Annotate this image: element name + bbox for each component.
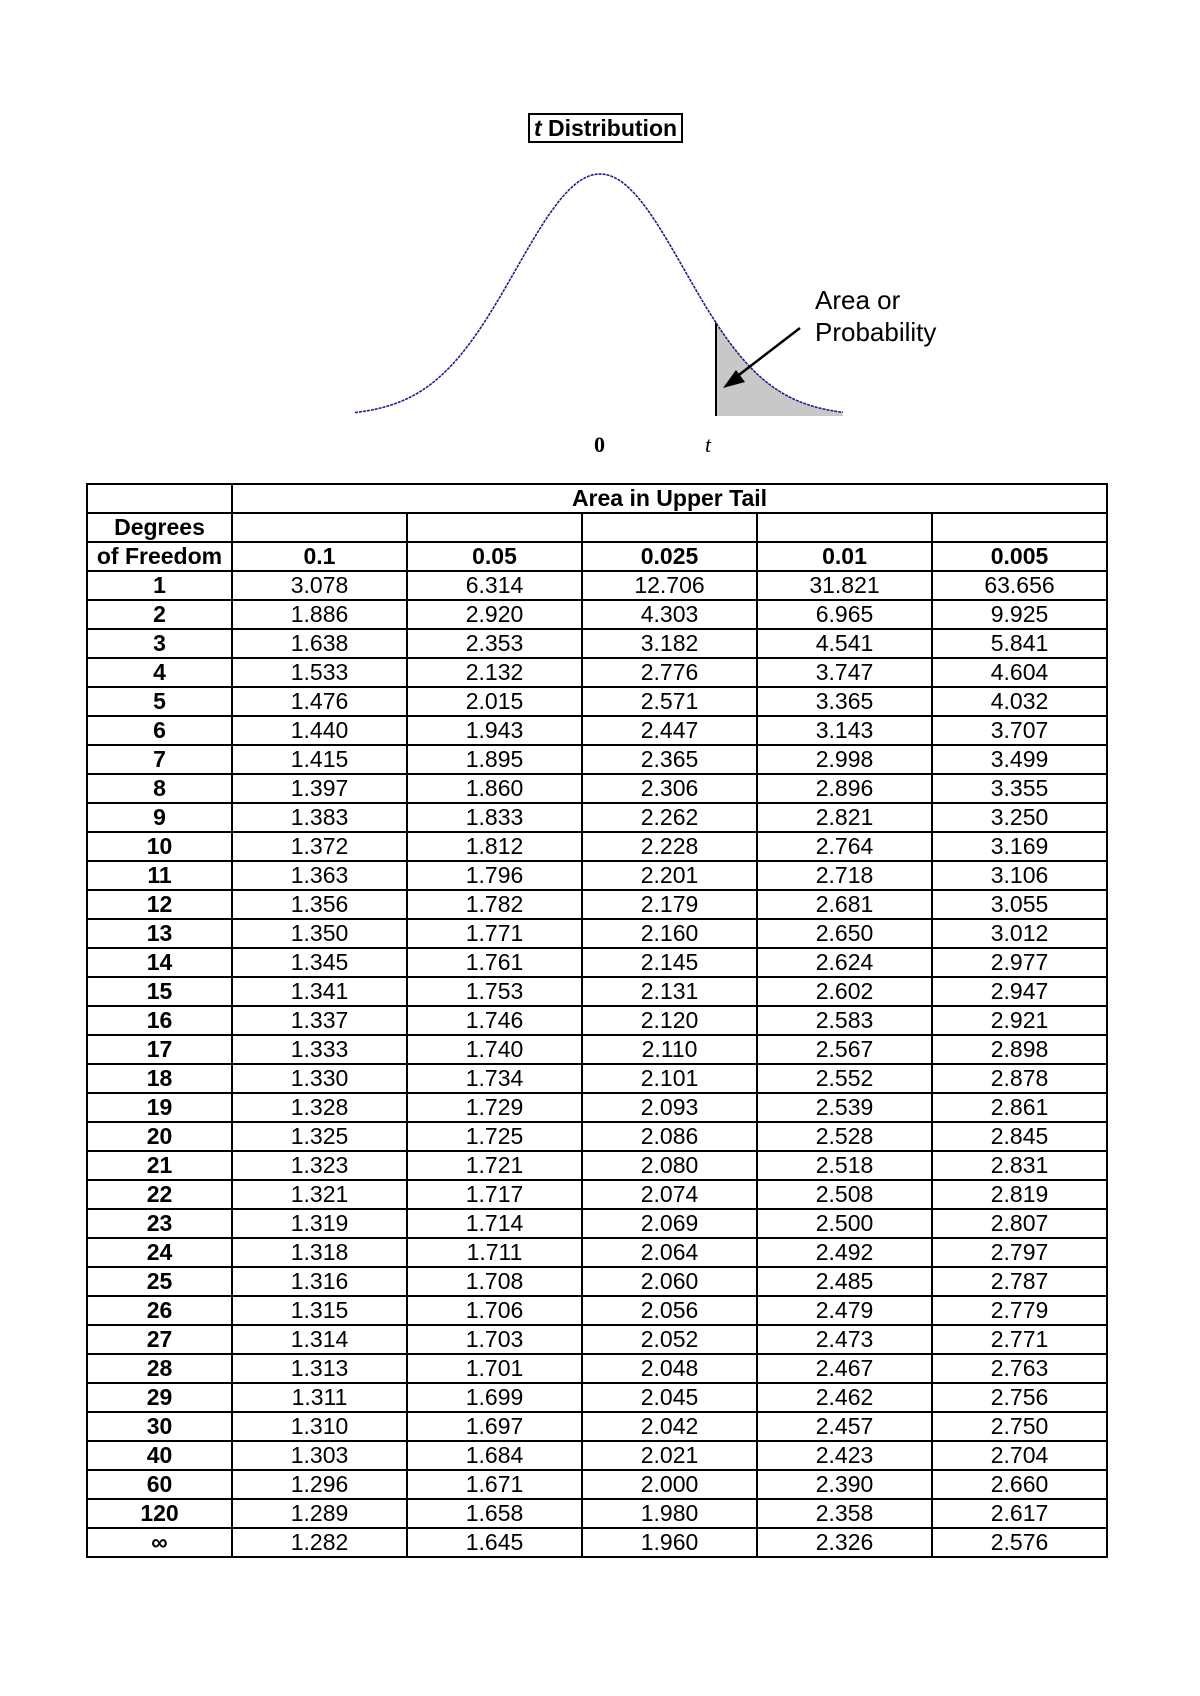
critical-value-cell: 2.042 <box>582 1412 757 1441</box>
table-row <box>87 1064 1107 1093</box>
df-cell: 40 <box>87 1441 232 1470</box>
critical-value-cell: 2.660 <box>932 1470 1107 1499</box>
df-header-line-1: Degrees <box>87 513 232 542</box>
density-curve-graphic <box>0 0 1200 470</box>
critical-value-cell: 1.980 <box>582 1499 757 1528</box>
critical-value-cell: 2.390 <box>757 1470 932 1499</box>
critical-value-cell: 6.965 <box>757 600 932 629</box>
df-cell: 6 <box>87 716 232 745</box>
critical-value-cell: 1.671 <box>407 1470 582 1499</box>
critical-value-cell: 2.262 <box>582 803 757 832</box>
table-body <box>87 571 1107 1557</box>
df-cell: 18 <box>87 1064 232 1093</box>
table-row <box>87 1441 1107 1470</box>
critical-value-cell: 4.604 <box>932 658 1107 687</box>
critical-value-cell: 1.943 <box>407 716 582 745</box>
table-row <box>87 571 1107 600</box>
critical-value-cell: 2.500 <box>757 1209 932 1238</box>
df-cell: 60 <box>87 1470 232 1499</box>
critical-value-cell: 1.895 <box>407 745 582 774</box>
critical-value-cell: 2.771 <box>932 1325 1107 1354</box>
blank-header-cell <box>757 513 932 542</box>
table-header <box>87 484 1107 571</box>
critical-value-cell: 5.841 <box>932 629 1107 658</box>
df-cell: 4 <box>87 658 232 687</box>
area-in-upper-tail-header: Area in Upper Tail <box>232 484 1107 513</box>
critical-value-cell: 1.330 <box>232 1064 407 1093</box>
critical-value-cell: 2.353 <box>407 629 582 658</box>
critical-value-cell: 2.000 <box>582 1470 757 1499</box>
critical-value-cell: 2.021 <box>582 1441 757 1470</box>
critical-value-cell: 1.311 <box>232 1383 407 1412</box>
df-cell: 1 <box>87 571 232 600</box>
critical-value-cell: 2.821 <box>757 803 932 832</box>
table-row <box>87 774 1107 803</box>
table-row <box>87 1470 1107 1499</box>
critical-value-cell: 1.350 <box>232 919 407 948</box>
critical-value-cell: 1.740 <box>407 1035 582 1064</box>
critical-value-cell: 1.345 <box>232 948 407 977</box>
table-row <box>87 1325 1107 1354</box>
critical-value-cell: 1.533 <box>232 658 407 687</box>
critical-value-cell: 1.323 <box>232 1151 407 1180</box>
critical-value-cell: 9.925 <box>932 600 1107 629</box>
blank-header-cell <box>232 513 407 542</box>
critical-value-cell: 1.708 <box>407 1267 582 1296</box>
df-cell: 8 <box>87 774 232 803</box>
critical-value-cell: 1.383 <box>232 803 407 832</box>
table-row <box>87 1151 1107 1180</box>
critical-value-cell: 2.101 <box>582 1064 757 1093</box>
table-row <box>87 1354 1107 1383</box>
critical-value-cell: 1.753 <box>407 977 582 1006</box>
df-cell: 26 <box>87 1296 232 1325</box>
critical-value-cell: 6.314 <box>407 571 582 600</box>
critical-value-cell: 1.638 <box>232 629 407 658</box>
df-cell: 14 <box>87 948 232 977</box>
critical-value-cell: 1.860 <box>407 774 582 803</box>
critical-value-cell: 2.086 <box>582 1122 757 1151</box>
critical-value-cell: 3.169 <box>932 832 1107 861</box>
table-row <box>87 1006 1107 1035</box>
figure-title-text: Distribution <box>541 115 678 141</box>
critical-value-cell: 3.182 <box>582 629 757 658</box>
critical-value-cell: 1.658 <box>407 1499 582 1528</box>
critical-value-cell: 2.508 <box>757 1180 932 1209</box>
df-cell: 17 <box>87 1035 232 1064</box>
critical-value-cell: 3.055 <box>932 890 1107 919</box>
critical-value-cell: 2.704 <box>932 1441 1107 1470</box>
critical-value-cell: 2.069 <box>582 1209 757 1238</box>
critical-value-cell: 2.539 <box>757 1093 932 1122</box>
critical-value-cell: 2.718 <box>757 861 932 890</box>
critical-value-cell: 2.576 <box>932 1528 1107 1557</box>
table-row <box>87 1238 1107 1267</box>
critical-value-cell: 1.734 <box>407 1064 582 1093</box>
critical-value-cell: 2.201 <box>582 861 757 890</box>
critical-value-cell: 1.782 <box>407 890 582 919</box>
critical-value-cell: 2.763 <box>932 1354 1107 1383</box>
critical-value-cell: 1.316 <box>232 1267 407 1296</box>
critical-value-cell: 1.701 <box>407 1354 582 1383</box>
critical-value-cell: 1.886 <box>232 600 407 629</box>
critical-value-cell: 1.315 <box>232 1296 407 1325</box>
critical-value-cell: 1.363 <box>232 861 407 890</box>
table-row <box>87 1209 1107 1238</box>
df-cell: 25 <box>87 1267 232 1296</box>
critical-value-cell: 2.583 <box>757 1006 932 1035</box>
critical-value-cell: 1.729 <box>407 1093 582 1122</box>
header-row-tail-areas <box>87 542 1107 571</box>
t-density-curve <box>355 174 843 413</box>
df-cell: 9 <box>87 803 232 832</box>
critical-value-cell: 2.552 <box>757 1064 932 1093</box>
table-row <box>87 803 1107 832</box>
critical-value-cell: 1.706 <box>407 1296 582 1325</box>
critical-value-cell: 1.282 <box>232 1528 407 1557</box>
tail-area-header: 0.1 <box>232 542 407 571</box>
df-cell: 24 <box>87 1238 232 1267</box>
critical-value-cell: 3.365 <box>757 687 932 716</box>
critical-value-cell: 1.303 <box>232 1441 407 1470</box>
critical-value-cell: 2.467 <box>757 1354 932 1383</box>
critical-value-cell: 1.319 <box>232 1209 407 1238</box>
critical-value-cell: 2.131 <box>582 977 757 1006</box>
blank-header-cell <box>582 513 757 542</box>
critical-value-cell: 1.415 <box>232 745 407 774</box>
annotation-line-2: Probability <box>815 317 937 347</box>
df-cell: 27 <box>87 1325 232 1354</box>
critical-value-cell: 2.423 <box>757 1441 932 1470</box>
table-row <box>87 1180 1107 1209</box>
df-cell: 20 <box>87 1122 232 1151</box>
table-row <box>87 890 1107 919</box>
critical-value-cell: 2.977 <box>932 948 1107 977</box>
t-distribution-figure <box>0 0 1200 470</box>
critical-value-cell: 2.048 <box>582 1354 757 1383</box>
critical-value-cell: 2.528 <box>757 1122 932 1151</box>
critical-value-cell: 2.064 <box>582 1238 757 1267</box>
critical-value-cell: 1.697 <box>407 1412 582 1441</box>
critical-value-cell: 1.337 <box>232 1006 407 1035</box>
critical-value-cell: 2.797 <box>932 1238 1107 1267</box>
critical-value-cell: 2.358 <box>757 1499 932 1528</box>
critical-value-cell: 2.145 <box>582 948 757 977</box>
critical-value-cell: 3.106 <box>932 861 1107 890</box>
critical-value-cell: 1.699 <box>407 1383 582 1412</box>
critical-value-cell: 2.947 <box>932 977 1107 1006</box>
critical-value-cell: 2.624 <box>757 948 932 977</box>
critical-value-cell: 2.473 <box>757 1325 932 1354</box>
area-probability-annotation <box>815 284 936 348</box>
critical-value-cell: 2.015 <box>407 687 582 716</box>
critical-value-cell: 3.078 <box>232 571 407 600</box>
critical-value-cell: 2.920 <box>407 600 582 629</box>
critical-value-cell: 3.250 <box>932 803 1107 832</box>
df-cell: 22 <box>87 1180 232 1209</box>
critical-value-cell: 2.060 <box>582 1267 757 1296</box>
table-row <box>87 1383 1107 1412</box>
critical-value-cell: 12.706 <box>582 571 757 600</box>
critical-value-cell: 1.321 <box>232 1180 407 1209</box>
critical-value-cell: 1.313 <box>232 1354 407 1383</box>
critical-value-cell: 2.831 <box>932 1151 1107 1180</box>
df-cell: 16 <box>87 1006 232 1035</box>
critical-value-cell: 2.326 <box>757 1528 932 1557</box>
critical-value-cell: 4.303 <box>582 600 757 629</box>
df-header-line-2: of Freedom <box>87 542 232 571</box>
critical-value-cell: 2.179 <box>582 890 757 919</box>
header-row-blank <box>87 513 1107 542</box>
critical-value-cell: 1.684 <box>407 1441 582 1470</box>
table-row <box>87 1528 1107 1557</box>
critical-value-cell: 2.787 <box>932 1267 1107 1296</box>
critical-value-cell: 2.045 <box>582 1383 757 1412</box>
figure-title-variable: t <box>533 115 542 141</box>
table-row <box>87 600 1107 629</box>
table-row <box>87 1122 1107 1151</box>
annotation-line-1: Area or <box>815 285 901 315</box>
t-distribution-table <box>86 483 1108 1558</box>
critical-value-cell: 1.746 <box>407 1006 582 1035</box>
critical-value-cell: 2.650 <box>757 919 932 948</box>
critical-value-cell: 2.878 <box>932 1064 1107 1093</box>
critical-value-cell: 3.499 <box>932 745 1107 774</box>
header-row-group <box>87 484 1107 513</box>
critical-value-cell: 2.485 <box>757 1267 932 1296</box>
table-row <box>87 745 1107 774</box>
critical-value-cell: 1.328 <box>232 1093 407 1122</box>
critical-value-cell: 63.656 <box>932 571 1107 600</box>
blank-header-cell <box>407 513 582 542</box>
axis-t-label: t <box>705 432 712 457</box>
critical-value-cell: 1.341 <box>232 977 407 1006</box>
critical-value-cell: 1.314 <box>232 1325 407 1354</box>
critical-value-cell: 1.771 <box>407 919 582 948</box>
table-row <box>87 687 1107 716</box>
critical-value-cell: 1.333 <box>232 1035 407 1064</box>
critical-value-cell: 1.833 <box>407 803 582 832</box>
df-cell: ∞ <box>87 1528 232 1557</box>
tail-area-header: 0.05 <box>407 542 582 571</box>
critical-value-cell: 3.143 <box>757 716 932 745</box>
critical-value-cell: 1.289 <box>232 1499 407 1528</box>
critical-value-cell: 2.052 <box>582 1325 757 1354</box>
critical-value-cell: 2.819 <box>932 1180 1107 1209</box>
critical-value-cell: 1.296 <box>232 1470 407 1499</box>
table-row <box>87 1035 1107 1064</box>
critical-value-cell: 2.447 <box>582 716 757 745</box>
table-row <box>87 861 1107 890</box>
critical-value-cell: 2.074 <box>582 1180 757 1209</box>
critical-value-cell: 2.056 <box>582 1296 757 1325</box>
critical-value-cell: 2.807 <box>932 1209 1107 1238</box>
critical-value-cell: 1.325 <box>232 1122 407 1151</box>
critical-value-cell: 2.896 <box>757 774 932 803</box>
critical-value-cell: 1.725 <box>407 1122 582 1151</box>
critical-value-cell: 1.703 <box>407 1325 582 1354</box>
critical-value-cell: 1.721 <box>407 1151 582 1180</box>
critical-value-cell: 4.541 <box>757 629 932 658</box>
critical-value-cell: 1.356 <box>232 890 407 919</box>
critical-value-cell: 1.796 <box>407 861 582 890</box>
critical-value-cell: 4.032 <box>932 687 1107 716</box>
df-cell: 120 <box>87 1499 232 1528</box>
critical-value-cell: 31.821 <box>757 571 932 600</box>
df-cell: 30 <box>87 1412 232 1441</box>
df-cell: 5 <box>87 687 232 716</box>
critical-value-cell: 2.567 <box>757 1035 932 1064</box>
critical-value-cell: 2.571 <box>582 687 757 716</box>
critical-value-cell: 3.747 <box>757 658 932 687</box>
table-row <box>87 919 1107 948</box>
df-cell: 23 <box>87 1209 232 1238</box>
critical-value-cell: 1.761 <box>407 948 582 977</box>
table-row <box>87 948 1107 977</box>
table-row <box>87 1093 1107 1122</box>
axis-zero-label: 0 <box>594 432 605 457</box>
df-cell: 29 <box>87 1383 232 1412</box>
tail-area-header: 0.01 <box>757 542 932 571</box>
annotation-arrow <box>731 328 800 381</box>
critical-value-cell: 3.355 <box>932 774 1107 803</box>
table-row <box>87 658 1107 687</box>
table-row <box>87 1412 1107 1441</box>
df-cell: 21 <box>87 1151 232 1180</box>
critical-value-cell: 2.681 <box>757 890 932 919</box>
table-row <box>87 716 1107 745</box>
df-cell: 3 <box>87 629 232 658</box>
critical-value-cell: 1.714 <box>407 1209 582 1238</box>
critical-value-cell: 1.310 <box>232 1412 407 1441</box>
critical-value-cell: 2.750 <box>932 1412 1107 1441</box>
df-cell: 28 <box>87 1354 232 1383</box>
critical-value-cell: 1.711 <box>407 1238 582 1267</box>
critical-value-cell: 1.476 <box>232 687 407 716</box>
critical-value-cell: 1.440 <box>232 716 407 745</box>
tail-area-header: 0.005 <box>932 542 1107 571</box>
table-row <box>87 629 1107 658</box>
critical-value-cell: 2.998 <box>757 745 932 774</box>
table-row <box>87 1267 1107 1296</box>
df-cell: 19 <box>87 1093 232 1122</box>
critical-value-cell: 2.365 <box>582 745 757 774</box>
critical-value-cell: 2.462 <box>757 1383 932 1412</box>
df-cell: 11 <box>87 861 232 890</box>
df-cell: 10 <box>87 832 232 861</box>
df-cell: 13 <box>87 919 232 948</box>
df-cell: 7 <box>87 745 232 774</box>
critical-value-cell: 3.012 <box>932 919 1107 948</box>
critical-value-cell: 1.318 <box>232 1238 407 1267</box>
table-row <box>87 1499 1107 1528</box>
critical-value-cell: 1.812 <box>407 832 582 861</box>
critical-value-cell: 2.779 <box>932 1296 1107 1325</box>
critical-value-cell: 2.492 <box>757 1238 932 1267</box>
critical-value-cell: 2.132 <box>407 658 582 687</box>
critical-value-cell: 1.717 <box>407 1180 582 1209</box>
critical-value-cell: 2.160 <box>582 919 757 948</box>
critical-value-cell: 2.110 <box>582 1035 757 1064</box>
critical-value-cell: 2.120 <box>582 1006 757 1035</box>
tail-area-header: 0.025 <box>582 542 757 571</box>
critical-value-cell: 2.457 <box>757 1412 932 1441</box>
critical-value-cell: 2.306 <box>582 774 757 803</box>
table-row <box>87 832 1107 861</box>
table-row <box>87 1296 1107 1325</box>
critical-value-cell: 2.861 <box>932 1093 1107 1122</box>
critical-value-cell: 2.764 <box>757 832 932 861</box>
table-row <box>87 977 1107 1006</box>
critical-value-cell: 2.602 <box>757 977 932 1006</box>
df-cell: 2 <box>87 600 232 629</box>
critical-value-cell: 1.645 <box>407 1528 582 1557</box>
df-cell: 12 <box>87 890 232 919</box>
critical-value-cell: 2.845 <box>932 1122 1107 1151</box>
critical-value-cell: 2.093 <box>582 1093 757 1122</box>
critical-value-cell: 2.080 <box>582 1151 757 1180</box>
critical-value-cell: 2.617 <box>932 1499 1107 1528</box>
critical-value-cell: 2.776 <box>582 658 757 687</box>
critical-value-cell: 1.372 <box>232 832 407 861</box>
critical-value-cell: 2.921 <box>932 1006 1107 1035</box>
critical-value-cell: 2.518 <box>757 1151 932 1180</box>
critical-value-cell: 2.756 <box>932 1383 1107 1412</box>
critical-value-cell: 3.707 <box>932 716 1107 745</box>
critical-value-cell: 2.898 <box>932 1035 1107 1064</box>
critical-value-cell: 1.960 <box>582 1528 757 1557</box>
critical-value-cell: 1.397 <box>232 774 407 803</box>
header-corner-cell <box>87 484 232 513</box>
blank-header-cell <box>932 513 1107 542</box>
df-cell: 15 <box>87 977 232 1006</box>
critical-value-cell: 2.479 <box>757 1296 932 1325</box>
critical-value-cell: 2.228 <box>582 832 757 861</box>
